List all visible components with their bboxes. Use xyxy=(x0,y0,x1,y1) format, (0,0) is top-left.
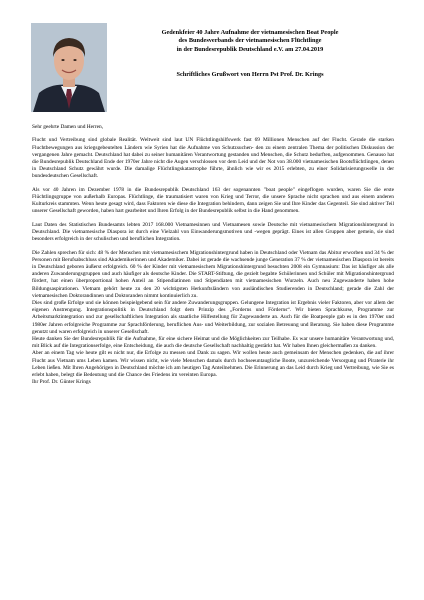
document-header xyxy=(115,29,385,54)
header-line-2: des Bundesverbands der vietnamesischen Flüchtlinge xyxy=(178,37,322,45)
portrait-photo xyxy=(31,23,107,112)
salutation: Sehr geehrte Damen und Herren, xyxy=(32,124,104,130)
signature: Ihr Prof. Dr. Günter Krings xyxy=(32,379,91,386)
paragraph-5: Dies sind große Erfolge und sie können beispielgebend sein für andere Zuwanderungsgruppen. Gelungene Integration ist Ergebnis vieler Faktoren, aber vor allem der eigenen Anstrengung. Integrationspolitik in Deutschland folgt dem Prinzip des „Forderns und Förderns“. Wir bieten Sprachkurse, Programme zur Arbeitsmarktintegration und zur gesellschaftlichen Integration als staatliche Hilfestellung für Zugewanderte an. Auch für die Boatpeople gab es in den 1970er und 1980er Jahren erfolgreiche Programme zur Sprachförderung, beruflichen Aus- und Weiterbildung, zur sozialen Betreuung und Beratung. Sie haben diese Programme genutzt und waren erfolgreich in unserer Gesellschaft. xyxy=(32,300,394,335)
paragraph-1: Flucht und Vertreibung sind globale Realität. Weltweit sind laut UN Flüchtlingshilfswerk fast 69 Millionen Menschen auf der Flucht. Gerade die starken Fluchtbewegungen aus kriegsgebeutelten Ländern wie Syrien hat die Aufnahme von Schutzsuchen- den zu einem zentralen Thema der politischen Diskussion der vergangenen Jahre gemacht. Deutschland hat dabei zu seiner humanitären Verantwortung gestanden und Menschen, die Schutz bedurften, aufgenommen. Genauso hat die Bundesrepublik Deutschland Ende der 1970er Jahre nicht die Augen verschlossen vor dem Leid und der Not von 38.000 vietnamesischen Bootsflüchtlingen, denen in Deutschland Schutz gewährt wurde. Die damalige Flüchtlingskatastrophe führte, ähnlich wie wir es 2015 erlebten, zu einer Solidarisierungswelle in der bundesdeutschen Gesellschaft. xyxy=(32,137,394,180)
header-line-1: Gedenkfeier 40 Jahre Aufnahme der vietnamesischen Boat People xyxy=(161,29,339,36)
paragraph-4: Die Zahlen sprechen für sich: 48 % der Menschen mit vietnamesischem Migrationshintergrund haben in Deutschland oder Vietnam das Abitur erworben und 34 % der Personen mit Berufsabschluss sind Akademikerinnen und Akademiker. Dabei ist gerade die wachsende junge Generation 37 % der vietnamesischen Diaspora ist bereits in Deutschland geboren äußerst erfolgreich. 60 % der Kinder mit vietnamesischem Migrationshintergrund besuchten 2008 ein Gymnasium: Das ist häufiger als alle anderen Zuwanderungsgruppen und auch häufiger als deutsche Kinder. Die START-Stiftung, die gezielt begabte Schülerinnen und Schüler mit Migrationshintergrund fördert, hat einen überproportional hohen Anteil an Stipendiatinnen und Stipendiaten mit vietnamesischen Wurzeln. Auch neu Zugewanderte haben hohe Bildungsaspirationen. Vietnam gehört heute zu den 20 wichtigsten Herkunftsländern von ausländischen Studierenden in Deutschland; gerade die Zahl der vietnamesischen Doktorandinnen und Doktoranden nimmt kontinuierlich zu. xyxy=(32,249,394,299)
portrait-image xyxy=(31,23,107,112)
paragraph-7: Aber an einem Tag wie heute gilt es nicht nur, die Erfolge zu messen und Dank zu sagen. Wir wollen heute auch gemeinsam der Menschen gedenken, die auf ihrer Flucht aus Vietnam ums Leben kamen. Wir wissen nicht, wie viele Menschen damals durch hochseeuntaugliche Boote, unzureichende Versorgung und Piraterie ihr Leben ließen. Mit Ihren Angehörigen in Deutschland möchte ich am heutigen Tag Anteilnehmen. Die Erinnerung an das Leid durch Krieg und Vertreibung, wie Sie es erlebt haben, belegt die Bedeutung und die Chance des Friedens im vereinten Europa. xyxy=(32,350,394,379)
paragraph-2: Als vor 40 Jahren im Dezember 1978 in die Bundesrepublik Deutschland 163 der sogenannten "boat people" eingeflogen wurden, waren Sie die erste Flüchtlingsgruppe von außerhalb Europas. Flüchtlinge, die traumatisiert waren von Krieg und Terror, die unsere Sprache nicht sprachen und aus einem anderen Kulturkreis stammten. Wenn heute gesagt wird, dass Faktoren wie diese die Integration behindern, dann zeigen Sie und Ihre Kinder das Gegenteil. Sie sind aktiver Teil unserer Gesellschaft geworden, haben hart gearbeitet und Ihren Erfolg in der Bundesrepublik selbst in die Hand genommen. xyxy=(32,186,394,215)
document-body xyxy=(32,124,394,393)
document-subtitle: Schriftliches Grußwort von Herrn Pst Prof. Dr. Krings xyxy=(176,71,324,78)
paragraph-6: Heute danken Sie der Bundesrepublik für die Aufnahme, für eine sichere Heimat und die Möglichkeiten zur Teilhabe. Es war unsere humanitäre Verantwortung und, mit Blick auf die Integrationserfolge, eine Entscheidung, die auch die deutsche Gesellschaft nachhaltig gestärkt hat. Wir haben Ihnen gleichermaßen zu danken. xyxy=(32,336,394,350)
header-line-3: in der Bundesrepublik Deutschland e.V. am 27.04.2019 xyxy=(176,45,324,53)
paragraph-3: Laut Daten des Statistischen Bundesamts lebten 2017 168.000 Vietnamesinnen und Vietnamesen sowie Deutsche mit vietnamesischem Migrationshintergrund in Deutschland. Die vietnamesische Diaspora ist durch eine Vielzahl von Einwanderungsmotiven und -wegen geprägt. Eines ist allen Gruppen aber gemein, sie sind besonders erfolgreich in der schulischen und beruflichen Integration. xyxy=(32,221,394,243)
